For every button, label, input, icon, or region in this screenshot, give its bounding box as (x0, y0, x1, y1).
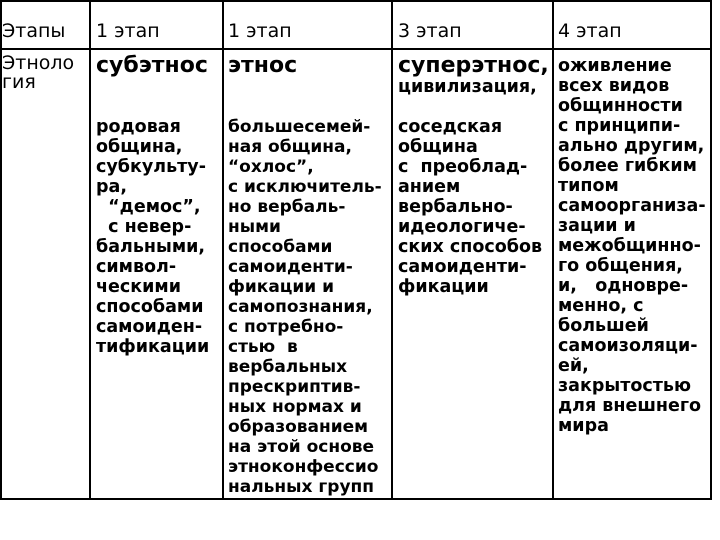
subethnos-description: родовая община, субкульту- ра, “демос”, с невер- бальными, символ- ческими способами самоиден- тификации (96, 117, 210, 357)
table-border-right (710, 0, 712, 500)
header-stage-3: 3 этап (398, 20, 462, 42)
header-stage-1b: 1 этап (228, 20, 292, 42)
superethnos-title: суперэтнос, (398, 53, 549, 78)
ethnos-title: этнос (228, 53, 298, 78)
column-divider-4 (552, 0, 554, 500)
column-divider-2 (222, 0, 224, 500)
table-border-top (0, 0, 712, 2)
row-label-ethnology: Этноло гия (2, 52, 75, 93)
header-separator (0, 48, 712, 50)
stage-4-description: оживление всех видов общинности с принципи- ально другим, более гибким типом самоорганиза- зации и межобщинно- го общения, и, одновре- менно, с большей самоизоляци- ей, закрытостью для внешнего мира (558, 56, 706, 436)
header-stages: Этапы (2, 20, 66, 42)
superethnos-description: соседская община с преоблад- анием вербально- идеологиче- ских способов самоиденти- фикации (398, 117, 543, 297)
civilization-subtitle: цивилизация, (398, 77, 537, 97)
table-border-bottom (0, 498, 712, 500)
column-divider-1 (89, 0, 91, 500)
header-stage-4: 4 этап (558, 20, 622, 42)
column-divider-3 (391, 0, 393, 500)
ethnos-description: большесемей- ная община, “охлос”, с исключитель- но вербаль- ными способами самоиденти- фикации и самопознания, с потребно- стью в вербальных прескриптив- ных нормах и образованием на этой основе этноконфессио нальных групп (228, 117, 382, 497)
subethnos-title: субэтнос (96, 53, 208, 78)
header-stage-1a: 1 этап (96, 20, 160, 42)
